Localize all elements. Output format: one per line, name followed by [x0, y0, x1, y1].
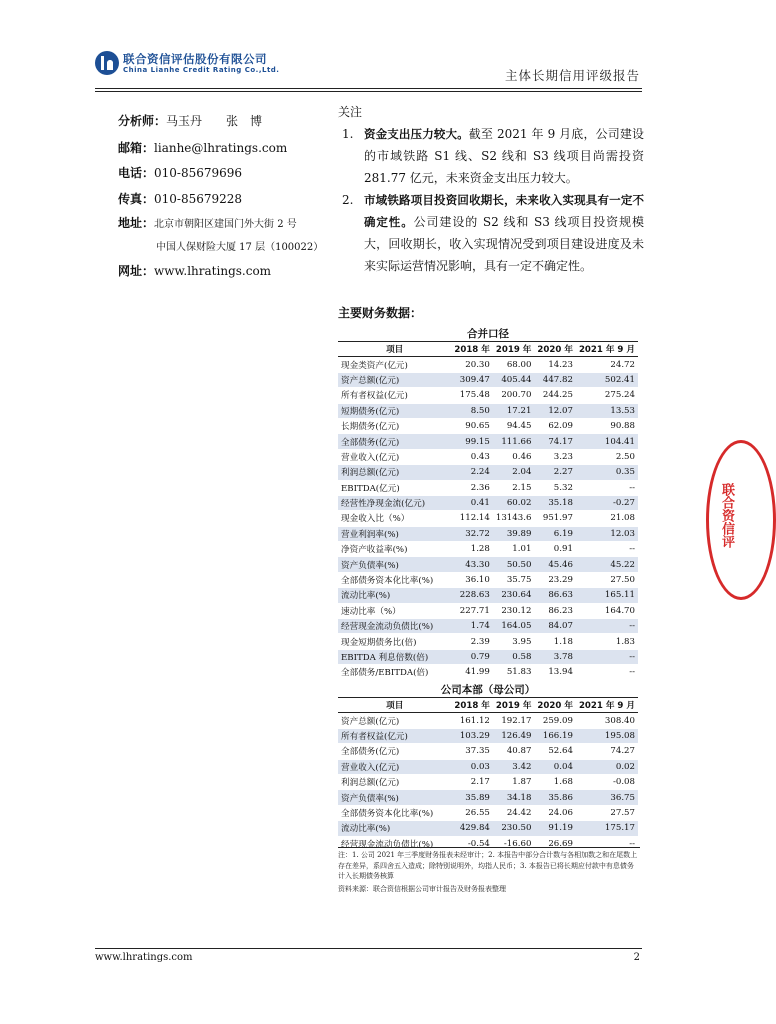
- email-label: 邮箱：: [118, 141, 155, 155]
- column-header: 2019 年: [493, 342, 535, 357]
- table-cell: 951.97: [534, 511, 576, 526]
- table-cell: 2.27: [534, 465, 576, 480]
- table-cell: 166.19: [534, 728, 576, 743]
- table-cell: 74.17: [534, 434, 576, 449]
- column-header: 2019 年: [493, 698, 535, 713]
- table-cell: 43.30: [451, 557, 493, 572]
- row-label: 全部债务资本化比率(%): [338, 805, 451, 820]
- table-cell: 3.95: [493, 634, 535, 649]
- table-cell: 45.46: [534, 557, 576, 572]
- row-label: 营业利润率(%): [338, 526, 451, 541]
- table-cell: 1.01: [493, 542, 535, 557]
- table-body: [338, 713, 638, 852]
- table-cell: --: [576, 649, 638, 664]
- row-label: EBITDA 利息倍数(倍): [338, 649, 451, 664]
- phone-value: 010-85679696: [154, 166, 243, 180]
- table-cell: 8.50: [451, 403, 493, 418]
- table-cell: 84.07: [534, 619, 576, 634]
- footer-url[interactable]: www.lhratings.com: [95, 952, 193, 963]
- row-label: 资产总额(亿元): [338, 372, 451, 387]
- table-cell: 429.84: [451, 821, 493, 836]
- fax-value: 010-85679228: [154, 192, 243, 206]
- header-divider: [95, 88, 642, 89]
- table-cell: 447.82: [534, 372, 576, 387]
- table-cell: 32.72: [451, 526, 493, 541]
- analyst-label: 分析师：: [118, 114, 167, 128]
- table-cell: --: [576, 665, 638, 680]
- table-row: [338, 821, 638, 836]
- table-cell: 1.74: [451, 619, 493, 634]
- table-cell: 0.41: [451, 495, 493, 510]
- table-cell: 0.04: [534, 759, 576, 774]
- table-row: [338, 619, 638, 634]
- table-cell: 112.14: [451, 511, 493, 526]
- parent-financials-table: [338, 681, 638, 852]
- table-header-row: [338, 342, 638, 357]
- row-label: EBITDA(亿元): [338, 480, 451, 495]
- table-cell: 195.08: [576, 728, 638, 743]
- table-cell: --: [576, 542, 638, 557]
- table-row: [338, 557, 638, 572]
- table-cell: 91.19: [534, 821, 576, 836]
- table-cell: 13143.6: [493, 511, 535, 526]
- concern-item: [338, 189, 644, 277]
- table-cell: -0.27: [576, 495, 638, 510]
- table-row: [338, 774, 638, 789]
- table-cell: --: [576, 836, 638, 851]
- notes-text: 注：1. 公司 2021 年三季度财务报表未经审计；2. 本报告中部分合计数与各相加数之和在尾数上存在差异，系四舍五入造成；除特别说明外，均指人民币；3. 本报告已将长期应付款中有息债务计入长期债务核算: [338, 851, 638, 880]
- table-cell: 74.27: [576, 744, 638, 759]
- concerns-section: [338, 101, 644, 277]
- table-row: [338, 357, 638, 372]
- table-notes: [338, 847, 640, 894]
- company-name-cn: 联合资信评估股份有限公司: [123, 52, 267, 66]
- concern-item: [338, 123, 644, 189]
- table-cell: 12.03: [576, 526, 638, 541]
- table-cell: 0.02: [576, 759, 638, 774]
- table-cell: 52.64: [534, 744, 576, 759]
- row-label: 所有者权益(亿元): [338, 728, 451, 743]
- table-cell: 0.79: [451, 649, 493, 664]
- table-cell: 1.87: [493, 774, 535, 789]
- table-cell: 164.70: [576, 603, 638, 618]
- address-line2: 中国人保财险大厦 17 层（100022）: [156, 242, 324, 253]
- table-cell: 34.18: [493, 790, 535, 805]
- table-cell: 230.50: [493, 821, 535, 836]
- row-label: 流动比率(%): [338, 588, 451, 603]
- concern-heading: 资金支出压力较大。: [364, 127, 469, 141]
- column-header: 2021 年 9 月: [576, 342, 638, 357]
- table-row: [338, 572, 638, 587]
- address-row: [118, 214, 297, 231]
- row-label: 全部债务/EBITDA(倍): [338, 665, 451, 680]
- web-label: 网址：: [118, 264, 155, 278]
- table-section-title: 合并口径: [338, 325, 638, 342]
- row-label: 长期债务(亿元): [338, 418, 451, 433]
- table-cell: 1.68: [534, 774, 576, 789]
- table-row: [338, 495, 638, 510]
- table-cell: 275.24: [576, 388, 638, 403]
- email-row: [118, 139, 287, 156]
- column-header: 项目: [338, 342, 451, 357]
- document-title: 主体长期信用评级报告: [504, 68, 640, 83]
- table-cell: 24.06: [534, 805, 576, 820]
- table-cell: 35.86: [534, 790, 576, 805]
- fax-row: [118, 190, 242, 207]
- table-cell: 51.83: [493, 665, 535, 680]
- table-cell: 0.03: [451, 759, 493, 774]
- row-label: 经营现金流动负债比(%): [338, 836, 451, 851]
- page-header: [95, 48, 642, 92]
- table-row: [338, 588, 638, 603]
- table-cell: 60.02: [493, 495, 535, 510]
- table-section-title: 公司本部（母公司）: [338, 681, 638, 698]
- table-cell: 20.30: [451, 357, 493, 372]
- table-row: [338, 511, 638, 526]
- table-cell: 45.22: [576, 557, 638, 572]
- table-cell: 1.28: [451, 542, 493, 557]
- table-row: [338, 526, 638, 541]
- table-cell: 39.89: [493, 526, 535, 541]
- table-cell: 3.23: [534, 449, 576, 464]
- row-label: 现金收入比（%）: [338, 511, 451, 526]
- table-cell: 175.17: [576, 821, 638, 836]
- table-cell: 2.15: [493, 480, 535, 495]
- page-number: 2: [633, 952, 640, 963]
- company-seal-stamp: [706, 440, 776, 600]
- row-label: 全部债务(亿元): [338, 434, 451, 449]
- address-line1: 北京市朝阳区建国门外大街 2 号: [154, 219, 297, 230]
- table-cell: 2.36: [451, 480, 493, 495]
- row-label: 利润总额(亿元): [338, 465, 451, 480]
- row-label: 全部债务(亿元): [338, 744, 451, 759]
- table-cell: 90.88: [576, 418, 638, 433]
- table-header-row: [338, 698, 638, 713]
- table-row: [338, 434, 638, 449]
- table-cell: 175.48: [451, 388, 493, 403]
- table-row: [338, 418, 638, 433]
- fax-label: 传真：: [118, 192, 155, 206]
- table-cell: 24.72: [576, 357, 638, 372]
- column-header: 2020 年: [534, 342, 576, 357]
- table-row: [338, 403, 638, 418]
- table-row: [338, 713, 638, 728]
- table-cell: 230.64: [493, 588, 535, 603]
- table-cell: 12.07: [534, 403, 576, 418]
- table-cell: 68.00: [493, 357, 535, 372]
- phone-label: 电话：: [118, 166, 155, 180]
- table-cell: 165.11: [576, 588, 638, 603]
- concern-text: 公司建设的 S2 线和 S3 线项目投资规模大，回收期长，收入实现情况受到项目建设进度及未来实际运营情况影响，具有一定不确定性。: [364, 215, 644, 273]
- table-cell: 405.44: [493, 372, 535, 387]
- table-row: [338, 480, 638, 495]
- table-cell: 1.18: [534, 634, 576, 649]
- table-cell: 86.63: [534, 588, 576, 603]
- table-cell: 3.78: [534, 649, 576, 664]
- row-label: 资产总额(亿元): [338, 713, 451, 728]
- company-name-en: China Lianhe Credit Rating Co.,Ltd.: [123, 66, 280, 74]
- table-cell: 0.35: [576, 465, 638, 480]
- table-cell: 13.53: [576, 403, 638, 418]
- table-cell: 90.65: [451, 418, 493, 433]
- table-row: [338, 634, 638, 649]
- row-label: 利润总额(亿元): [338, 774, 451, 789]
- table-cell: 227.71: [451, 603, 493, 618]
- table-row: [338, 805, 638, 820]
- table-cell: 259.09: [534, 713, 576, 728]
- data-source: 资料来源：联合资信根据公司审计报告及财务报表整理: [338, 884, 506, 893]
- row-label: 营业收入(亿元): [338, 759, 451, 774]
- table-cell: 192.17: [493, 713, 535, 728]
- table-cell: 17.21: [493, 403, 535, 418]
- row-label: 资产负债率(%): [338, 557, 451, 572]
- table-body: [338, 357, 638, 680]
- table-cell: 2.39: [451, 634, 493, 649]
- stamp-text: 联合资信评: [719, 483, 734, 548]
- table-cell: 6.19: [534, 526, 576, 541]
- table-row: [338, 388, 638, 403]
- row-label: 流动比率(%): [338, 821, 451, 836]
- column-header: 项目: [338, 698, 451, 713]
- email-value: lianhe@lhratings.com: [154, 141, 288, 155]
- table-cell: 27.57: [576, 805, 638, 820]
- table-cell: 21.08: [576, 511, 638, 526]
- table-row: [338, 744, 638, 759]
- web-value: www.lhratings.com: [154, 264, 272, 278]
- row-label: 短期债务(亿元): [338, 403, 451, 418]
- table-cell: 309.47: [451, 372, 493, 387]
- table-cell: 164.05: [493, 619, 535, 634]
- table-cell: 35.75: [493, 572, 535, 587]
- table-cell: --: [576, 619, 638, 634]
- table-row: [338, 649, 638, 664]
- table-cell: 13.94: [534, 665, 576, 680]
- table-cell: 2.50: [576, 449, 638, 464]
- company-logo-icon: [95, 51, 119, 75]
- table-row: [338, 759, 638, 774]
- header-divider-thin: [95, 91, 642, 92]
- table-cell: 244.25: [534, 388, 576, 403]
- table-cell: 308.40: [576, 713, 638, 728]
- row-label: 现金短期债务比(倍): [338, 634, 451, 649]
- table-cell: 26.69: [534, 836, 576, 851]
- concern-heading: 市域铁路项目投资回收期长，未来收入实现具有一定不确定性。: [364, 193, 644, 229]
- table-cell: 0.46: [493, 449, 535, 464]
- table-cell: 50.50: [493, 557, 535, 572]
- table-cell: 126.49: [493, 728, 535, 743]
- phone-row: [118, 164, 242, 181]
- table-cell: 37.35: [451, 744, 493, 759]
- table-cell: 5.32: [534, 480, 576, 495]
- table-cell: 200.70: [493, 388, 535, 403]
- consolidated-financials-table: [338, 325, 638, 681]
- column-header: 2018 年: [451, 342, 493, 357]
- table-row: [338, 465, 638, 480]
- concern-number: 2.: [342, 193, 354, 207]
- analyst-row: [118, 112, 262, 129]
- column-header: 2021 年 9 月: [576, 698, 638, 713]
- row-label: 速动比率（%）: [338, 603, 451, 618]
- table-cell: 41.99: [451, 665, 493, 680]
- table-cell: 94.45: [493, 418, 535, 433]
- address-label: 地址：: [118, 216, 155, 230]
- table-cell: -0.08: [576, 774, 638, 789]
- row-label: 经营性净现金流(亿元): [338, 495, 451, 510]
- row-label: 资产负债率(%): [338, 790, 451, 805]
- table-cell: 35.89: [451, 790, 493, 805]
- table-cell: 230.12: [493, 603, 535, 618]
- web-row: [118, 262, 271, 279]
- table-cell: 502.41: [576, 372, 638, 387]
- row-label: 经营现金流动负债比(%): [338, 619, 451, 634]
- table-cell: 111.66: [493, 434, 535, 449]
- column-header: 2018 年: [451, 698, 493, 713]
- table-cell: 0.58: [493, 649, 535, 664]
- table-cell: 2.04: [493, 465, 535, 480]
- table-row: [338, 449, 638, 464]
- table-cell: 99.15: [451, 434, 493, 449]
- table-row: [338, 790, 638, 805]
- table-cell: 14.23: [534, 357, 576, 372]
- table-cell: 26.55: [451, 805, 493, 820]
- table-cell: 86.23: [534, 603, 576, 618]
- table-cell: 40.87: [493, 744, 535, 759]
- table-cell: 1.83: [576, 634, 638, 649]
- table-cell: 0.91: [534, 542, 576, 557]
- table-row: [338, 603, 638, 618]
- table-cell: 103.29: [451, 728, 493, 743]
- table-cell: 35.18: [534, 495, 576, 510]
- table-cell: 161.12: [451, 713, 493, 728]
- row-label: 全部债务资本化比率(%): [338, 572, 451, 587]
- table-cell: 104.41: [576, 434, 638, 449]
- table-cell: 2.24: [451, 465, 493, 480]
- table-cell: 0.43: [451, 449, 493, 464]
- concern-number: 1.: [342, 127, 354, 141]
- table-cell: 24.42: [493, 805, 535, 820]
- table-cell: 23.29: [534, 572, 576, 587]
- table-cell: 228.63: [451, 588, 493, 603]
- table-cell: --: [576, 480, 638, 495]
- concern-text: 截至 2021 年 9 月底，公司建设的市域铁路 S1 线、S2 线和 S3 线项目尚需投资 281.77 亿元，未来资金支出压力较大。: [364, 127, 645, 185]
- row-label: 净资产收益率(%): [338, 542, 451, 557]
- analyst-names: 马玉丹 张 博: [166, 114, 263, 128]
- row-label: 营业收入(亿元): [338, 449, 451, 464]
- table-cell: -0.54: [451, 836, 493, 851]
- table-cell: 27.50: [576, 572, 638, 587]
- table-cell: -16.60: [493, 836, 535, 851]
- table-cell: 62.09: [534, 418, 576, 433]
- footer-divider: [95, 948, 642, 949]
- concerns-title: 关注: [338, 105, 363, 119]
- table-cell: 36.10: [451, 572, 493, 587]
- column-header: 2020 年: [534, 698, 576, 713]
- table-cell: 3.42: [493, 759, 535, 774]
- table-row: [338, 728, 638, 743]
- table-cell: 36.75: [576, 790, 638, 805]
- table-row: [338, 665, 638, 680]
- table-row: [338, 542, 638, 557]
- row-label: 现金类资产(亿元): [338, 357, 451, 372]
- table-cell: 2.17: [451, 774, 493, 789]
- row-label: 所有者权益(亿元): [338, 388, 451, 403]
- table-row: [338, 372, 638, 387]
- financials-title: 主要财务数据：: [338, 306, 423, 320]
